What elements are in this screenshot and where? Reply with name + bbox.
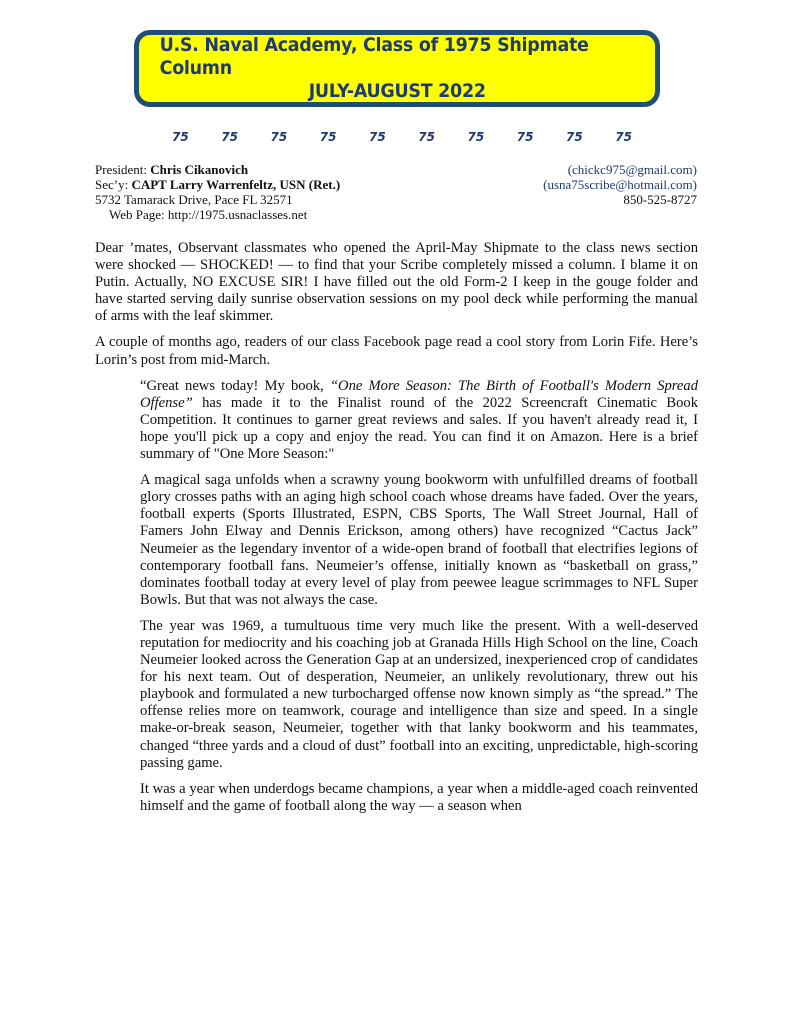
quote-paragraph: The year was 1969, a tumultuous time very much like the present. With a well-deserved reputation for mediocrity and his coaching job at Granada Hills High School on the line, Coach Neumeier looked across the Generation Gap at an undersized, inexperienced crop of candidates for his next team. Out of desperation, Neumeier, an unlikely revolutionary, threw out his playbook and formulated a new turbocharged offense now known simply as “the spread.” The offense relies more on teamwork, courage and intelligence than size and speed. In a single make-or-break season, Neumeier, together with that lanky bookworm and his teammates, changed “three yards and a cloud of dust” football into an exciting, unpredictable, high-scoring passing game. (140, 617, 698, 771)
block-quote (140, 378, 698, 815)
class-mark: 75 (270, 130, 288, 144)
president-name: Chris Cikanovich (150, 162, 249, 177)
president-email-link[interactable]: (chickc975@gmail.com) (567, 162, 697, 177)
secretary-row (95, 177, 697, 192)
class-mark: 75 (172, 130, 189, 144)
class-mark: 75 (369, 130, 386, 144)
address-row (95, 192, 697, 207)
class-mark: 75 (418, 130, 435, 144)
quote-paragraph: “Great news today! My book, “One More Season: The Birth of Football's Modern Spread Offense” has made it to the Finalist round of the 2022 Screencraft Cinematic Book Competition. It continues to garner great reviews and sales. If you haven't already read it, I hope you'll pick up a copy and enjoy the read. You can find it on Amazon. Here is a brief summary of "One More Season:" (140, 377, 698, 463)
class-mark: 75 (467, 130, 485, 144)
secretary-label: Sec’y: (95, 177, 132, 192)
class-year-marks (172, 130, 632, 144)
president-row (95, 162, 697, 177)
quote-paragraph: It was a year when underdogs became champions, a year when a middle-aged coach reinvented himself and the game of football along the way — a season when (140, 780, 698, 814)
class-mark: 75 (319, 130, 337, 144)
column-title-banner (134, 30, 660, 107)
quote-paragraph: A magical saga unfolds when a scrawny young bookworm with unfulfilled dreams of football glory crosses paths with an aging high school coach whose dreams have faded. Over the years, football experts (Sports Illustrated, ESPN, CBS Sports, The Wall Street Journal, Hall of Famers John Elway and Dennis Erickson, among others) have recognized “Cactus Jack” Neumeier as the legendary inventor of a wide-open brand of football that electrifies legions of contemporary football fans. Neumeier’s offense, initially known as “basketball on grass,” dominates football today at every level of play from peewee league scrimmages to NFL Super Bowls. But that was not always the case. (140, 472, 698, 608)
web-page-link[interactable]: Web Page: http://1975.usnaclasses.net (109, 207, 308, 222)
secretary-name: CAPT Larry Warrenfeltz, USN (Ret.) (131, 177, 341, 192)
book-title: “One More Season: The Birth of Football's Modern Spread Offense” (140, 377, 698, 411)
phone-number: 850-525-8727 (623, 192, 697, 207)
column-body (95, 240, 698, 824)
column-title: U.S. Naval Academy, Class of 1975 Shipmate Column (159, 34, 589, 79)
class-mark: 75 (566, 130, 583, 144)
class-mark: 75 (516, 130, 534, 144)
body-paragraph: A couple of months ago, readers of our class Facebook page read a cool story from Lorin Fife. Here’s Lorin’s post from mid-March. (95, 334, 698, 368)
issue-date: JULY-AUGUST 2022 (308, 80, 486, 102)
body-paragraph: Dear ’mates, Observant classmates who opened the April-May Shipmate to the class news section were shocked — SHOCKED! — to find that your Scribe completely missed a column. I blame it on Putin. Actually, NO EXCUSE SIR! I have filled out the old Form-2 I keep in the gouge folder and have started serving daily sunrise observation sessions on my pool deck while performing the manual of arms with the leaf skimmer. (95, 240, 698, 325)
president-label: President: (95, 162, 151, 177)
contact-block (95, 162, 697, 222)
secretary-email-link[interactable]: (usna75scribe@hotmail.com) (543, 177, 697, 192)
class-mark: 75 (221, 130, 238, 144)
mailing-address: 5732 Tamarack Drive, Pace FL 32571 (95, 192, 293, 207)
class-mark: 75 (615, 130, 632, 144)
